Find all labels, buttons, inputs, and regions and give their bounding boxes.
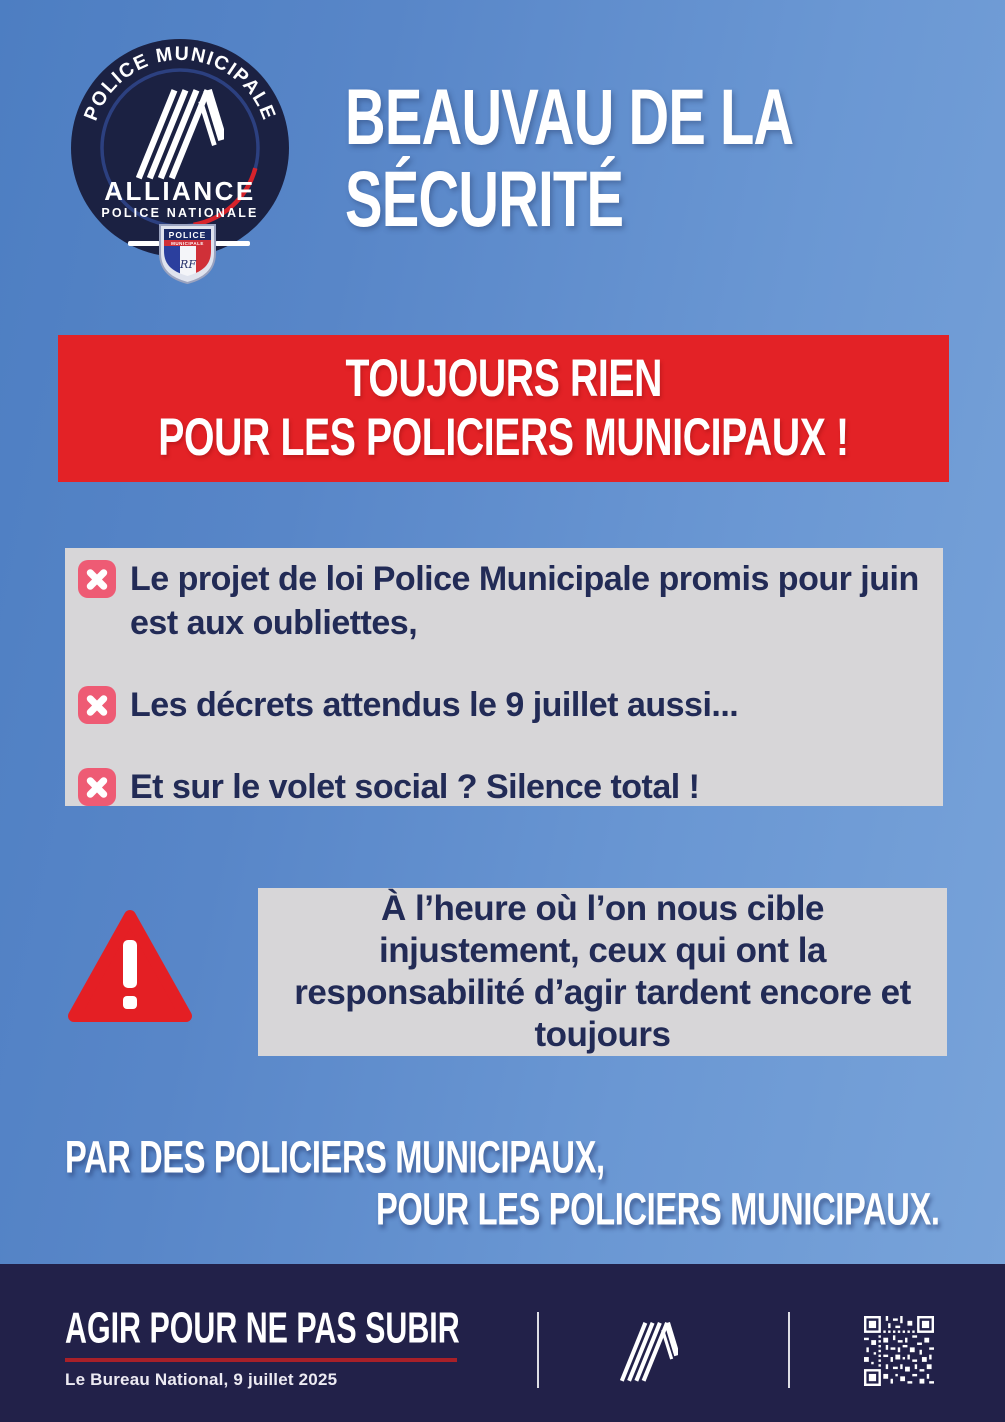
title-line-2: SÉCURITÉ <box>345 154 624 243</box>
x-icon <box>78 768 116 806</box>
warning-box <box>258 888 947 1056</box>
logo-curved-text: POLICE MUNICIPALE <box>79 42 281 124</box>
issues-panel <box>65 548 943 806</box>
alliance-logo <box>58 20 302 300</box>
logo-police-nationale-label: POLICE NATIONALE <box>101 206 259 220</box>
footer <box>0 1264 1005 1422</box>
list-item <box>78 765 943 809</box>
logo-alliance-label: ALLIANCE <box>104 176 256 206</box>
x-icon <box>78 686 116 724</box>
list-item <box>78 683 943 727</box>
statement-line-1: PAR DES POLICIERS MUNICIPAUX, <box>65 1132 605 1183</box>
badge-rf-monogram: RF <box>180 258 196 271</box>
footer-divider <box>537 1312 539 1388</box>
banner-line-2: POUR LES POLICIERS MUNICIPAUX ! <box>158 408 849 467</box>
alert-banner <box>58 335 949 482</box>
page-title <box>345 72 935 243</box>
issue-text: Et sur le volet social ? Silence total ! <box>130 768 700 806</box>
footer-byline: Le Bureau National, 9 juillet 2025 <box>65 1370 338 1389</box>
issue-text: Les décrets attendus le 9 juillet aussi... <box>130 686 739 724</box>
warning-triangle-icon <box>66 906 194 1024</box>
footer-divider <box>788 1312 790 1388</box>
slogan-underline <box>65 1358 457 1362</box>
banner-line-1: TOUJOURS RIEN <box>345 349 662 408</box>
badge-police-label: POLICE <box>168 230 207 240</box>
shield-badge-icon <box>160 225 215 283</box>
issue-text: Le projet de loi Police Municipale promis pour juin est aux oubliettes, <box>130 560 919 642</box>
warning-text: À l’heure où l’on nous cible injustement, ceux qui ont la responsabilité d’agir tardent encore et toujours <box>294 889 911 1054</box>
badge-municipale-label: MUNICIPALE <box>171 241 204 246</box>
list-item <box>78 557 943 645</box>
x-icon <box>78 560 116 598</box>
footer-alliance-a-icon <box>620 1310 678 1390</box>
statement-line-2: POUR LES POLICIERS MUNICIPAUX. <box>376 1184 940 1235</box>
qr-code <box>864 1316 934 1386</box>
badge-wing-right <box>215 241 250 246</box>
badge-wing-left <box>128 241 160 246</box>
footer-slogan: AGIR POUR NE PAS SUBIR <box>65 1304 460 1353</box>
title-line-1: BEAUVAU DE LA <box>345 72 794 161</box>
